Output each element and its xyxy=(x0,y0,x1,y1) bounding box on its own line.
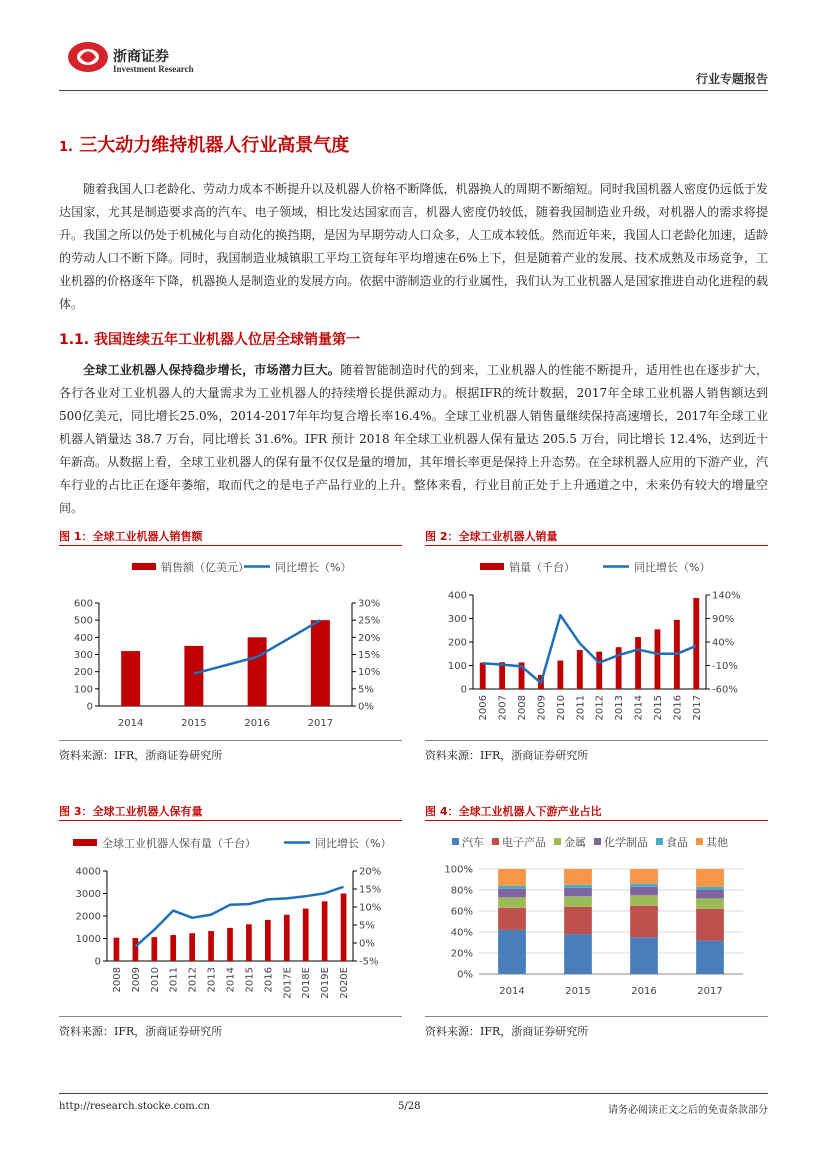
tick-label-right: 5% xyxy=(358,684,374,696)
stacked-segment xyxy=(498,869,526,886)
x-tick-label: 2010 xyxy=(149,967,161,993)
source-rule xyxy=(425,740,768,741)
legend-label: 销售额（亿美元） xyxy=(161,561,249,574)
x-tick-label: 2010 xyxy=(555,695,567,721)
stacked-segment xyxy=(696,940,724,974)
legend-label: 化学制品 xyxy=(604,836,648,849)
tick-label-right: 40% xyxy=(712,637,735,649)
tick-label: 80% xyxy=(450,885,473,897)
x-tick-label: 2015 xyxy=(652,695,664,721)
stacked-segment xyxy=(696,890,724,898)
x-tick-label: 2014 xyxy=(225,967,237,993)
legend-label: 其他 xyxy=(706,836,728,849)
stacked-segment xyxy=(564,885,592,888)
x-tick-label: 2015 xyxy=(565,986,591,997)
stacked-segment xyxy=(630,906,658,938)
chart-installed-base xyxy=(59,826,402,1014)
bar xyxy=(311,620,330,706)
bar xyxy=(480,663,486,689)
legend-swatch xyxy=(554,838,561,845)
x-tick-label: 2015 xyxy=(181,718,207,729)
figure-rule xyxy=(59,545,402,546)
tick-label-right: 25% xyxy=(358,615,381,627)
footer-url[interactable]: http://research.stocke.com.cn xyxy=(59,1101,210,1112)
tick-label-right: -60% xyxy=(712,684,738,696)
bar xyxy=(208,931,214,961)
x-tick-label: 2011 xyxy=(575,695,587,721)
stacked-segment xyxy=(564,869,592,885)
legend-label: 同比增长（%） xyxy=(275,561,352,574)
stacked-segment xyxy=(630,869,658,884)
tick-label: 100% xyxy=(444,864,473,876)
source-rule xyxy=(59,740,402,741)
stacked-segment xyxy=(696,909,724,941)
x-tick-label: 2017 xyxy=(307,718,334,729)
tick-label-left: 600 xyxy=(73,598,93,610)
legend-swatch xyxy=(492,838,499,845)
stacked-segment xyxy=(564,934,592,974)
chart-sales-revenue xyxy=(59,550,402,738)
tick-label-left: 1000 xyxy=(75,934,101,945)
x-tick-label: 2017E xyxy=(282,967,294,999)
x-tick-label: 2016 xyxy=(244,718,270,729)
bar xyxy=(635,637,641,689)
tick-label-left: 0 xyxy=(86,701,93,713)
legend-swatch-bar xyxy=(480,563,504,570)
stacked-segment xyxy=(498,897,526,908)
x-tick-label: 2016 xyxy=(631,986,657,997)
figure-title: 图 4：全球工业机器人下游产业占比 xyxy=(425,805,602,818)
bar xyxy=(265,920,271,961)
stacked-segment xyxy=(630,895,658,906)
tick-label-right: -10% xyxy=(712,661,738,672)
stacked-segment xyxy=(564,907,592,934)
brand-name: 浙商证券 xyxy=(113,49,169,65)
stacked-segment xyxy=(696,869,724,887)
tick-label-left: 0 xyxy=(94,956,101,968)
bar xyxy=(151,937,157,961)
tick-label-left: 3000 xyxy=(75,889,101,900)
bar xyxy=(499,662,505,689)
x-tick-label: 2008 xyxy=(517,695,529,721)
x-tick-label: 2013 xyxy=(206,967,218,993)
report-type: 行业专题报告 xyxy=(695,72,768,86)
tick-label-right: 30% xyxy=(358,598,381,610)
legend-swatch xyxy=(656,838,663,845)
tick-label-right: 90% xyxy=(712,614,735,625)
tick-label: 20% xyxy=(450,948,473,960)
tick-label-left: 200 xyxy=(447,637,467,649)
tick-label: 60% xyxy=(450,906,473,918)
stacked-segment xyxy=(696,887,724,890)
chart-sales-volume xyxy=(425,550,768,738)
tick-label-left: 100 xyxy=(447,661,467,672)
figure-source: 资料来源：IFR，浙商证券研究所 xyxy=(59,1025,223,1038)
section-paragraph: 随着我国人口老龄化、劳动力成本不断提升以及机器人价格不断降低，机器换人的周期不断缩短。同时我国机器人密度仍远低于发达国家，尤其是制造要求高的汽车、电子领域，相比发达国家而言，机器人密度仍较低，随着我国制造业升级，对机器人的需求将提升。我国之所以仍处于机械化与自动化的换挡期，是因为早期劳动人口众多，人工成本较低。然而近年来，我国人口老龄化加速，适龄的劳动人口不断下降。同时，我国制造业城镇职工平均工资每年平均增速在6%上下，但是随着产业的发展、技术成熟及市场竞争，工业机器的价格逐年下降，机器换人是制造业的发展方向。依据中游制造业的行业属性，我们认为工业机器人是国家推进自动化进程的载体。 xyxy=(59,182,768,311)
bar xyxy=(577,650,583,689)
tick-label-right: 10% xyxy=(358,667,381,679)
stacked-segment xyxy=(498,908,526,930)
stacked-segment xyxy=(696,898,724,909)
stacked-segment xyxy=(498,930,526,974)
tick-label-left: 300 xyxy=(73,650,93,661)
tick-label-right: 0% xyxy=(358,701,374,713)
bar xyxy=(303,909,309,961)
bar xyxy=(133,938,139,961)
company-logo xyxy=(66,40,110,74)
tick-label-left: 500 xyxy=(73,615,93,627)
tick-label-left: 0 xyxy=(460,684,467,696)
figure-source: 资料来源：IFR，浙商证券研究所 xyxy=(425,1025,589,1038)
legend-label: 销量（千台） xyxy=(509,561,575,574)
tick-label-right: 15% xyxy=(359,884,382,896)
tick-label-left: 4000 xyxy=(75,866,101,878)
bar xyxy=(184,646,203,706)
legend-label: 金属 xyxy=(564,836,586,849)
page-number: 5/28 xyxy=(398,1101,421,1112)
tick-label-right: 15% xyxy=(358,650,381,661)
tick-label: 40% xyxy=(450,927,473,939)
bar xyxy=(227,928,233,961)
growth-line xyxy=(135,887,343,947)
subsection-body: 随着智能制造时代的到来，工业机器人的性能不断提升，适用性也在逐步扩大， 各行各业对工业机器人的大量需求为工业机器人的持续增长提供源动力。根据IFR的统计数据，2017年全球工业机器人销售额达到500亿美元，同比增长25.0%，2014-2017年年均复合增长率16.4%。全球工业机器人销售量继续保持高速增长，2017年全球工业机器人销量达 38.7 万台，同比增长 31.6%。IFR 预计 2018 年全球工业机器人保有量达 205.5 万台，同比增长 12.4%，达到近十年新高。从数据上看，全球工业机器人的保有量不仅仅是量的增加，其年增长率更是保持上升态势。在全球机器人应用的下游产业，汽车行业的占比正在逐年萎缩，取而代之的是电子产品行业的上升。整体来看，行业目前正处于上升通道之中，未来仍有较大的增量空间。 xyxy=(59,363,768,515)
figure-rule xyxy=(59,820,402,821)
tick-label-left: 400 xyxy=(447,590,467,602)
x-tick-label: 2014 xyxy=(117,718,144,729)
x-tick-label: 2019E xyxy=(320,967,332,999)
bar xyxy=(284,915,290,961)
subsection-heading: 1.1. 我国连续五年工业机器人位居全球销量第一 xyxy=(59,332,360,348)
bar xyxy=(189,933,195,961)
tick-label-right: 10% xyxy=(359,902,382,914)
x-tick-label: 2015 xyxy=(244,967,256,993)
legend-swatch xyxy=(452,838,459,845)
x-tick-label: 2018E xyxy=(301,967,313,999)
bar xyxy=(322,901,328,961)
section-title: 三大动力维持机器人行业高景气度 xyxy=(79,135,350,156)
source-rule xyxy=(425,1016,768,1017)
figure-source: 资料来源：IFR，浙商证券研究所 xyxy=(59,749,223,762)
stacked-segment xyxy=(630,937,658,974)
source-rule xyxy=(59,1016,402,1017)
x-tick-label: 2016 xyxy=(672,695,684,721)
tick-label-right: -5% xyxy=(359,956,379,968)
tick-label-left: 200 xyxy=(73,667,93,679)
chart-downstream-share xyxy=(425,826,768,1014)
x-tick-label: 2007 xyxy=(497,695,509,721)
tick-label: 0% xyxy=(457,969,473,981)
legend-label: 同比增长（%） xyxy=(634,561,711,574)
figure-title: 图 2：全球工业机器人销量 xyxy=(425,530,558,543)
legend-label: 食品 xyxy=(666,836,688,849)
stacked-segment xyxy=(498,886,526,889)
x-tick-label: 2012 xyxy=(594,695,606,721)
bar xyxy=(170,935,176,961)
x-tick-label: 2014 xyxy=(633,695,645,721)
bar xyxy=(121,651,140,706)
tick-label-left: 300 xyxy=(447,614,467,625)
tick-label-left: 100 xyxy=(73,684,93,696)
tick-label-right: 5% xyxy=(359,920,375,932)
bar xyxy=(655,629,661,689)
growth-line xyxy=(483,615,697,683)
x-tick-label: 2009 xyxy=(130,967,142,993)
footer-divider xyxy=(59,1093,768,1094)
subsection-paragraph xyxy=(59,359,768,520)
x-tick-label: 2016 xyxy=(263,967,275,993)
tick-label-right: 0% xyxy=(359,938,375,950)
legend-label: 同比增长（%） xyxy=(315,837,392,850)
legend-label: 汽车 xyxy=(462,836,484,849)
x-tick-label: 2020E xyxy=(339,967,351,999)
tick-label-right: 20% xyxy=(359,866,382,878)
bar xyxy=(114,938,120,961)
figure-rule xyxy=(425,545,768,546)
section-heading xyxy=(59,131,349,157)
bar xyxy=(248,637,267,706)
x-tick-label: 2017 xyxy=(691,695,703,721)
tick-label-right: 140% xyxy=(712,590,741,602)
stacked-segment xyxy=(564,896,592,907)
bar xyxy=(693,598,699,689)
brand-name-en: Investment Research xyxy=(113,64,194,74)
legend-label: 电子产品 xyxy=(502,836,546,849)
figure-title: 图 1：全球工业机器人销售额 xyxy=(59,530,203,543)
x-tick-label: 2012 xyxy=(187,967,199,993)
x-tick-label: 2011 xyxy=(168,967,180,993)
stacked-segment xyxy=(630,887,658,895)
tick-label-left: 2000 xyxy=(75,911,101,923)
bar xyxy=(596,652,602,689)
x-tick-label: 2008 xyxy=(111,967,123,993)
figure-title: 图 3：全球工业机器人保有量 xyxy=(59,805,203,818)
tick-label-left: 400 xyxy=(73,632,93,644)
footer-disclaimer: 请务必阅读正文之后的免责条款部分 xyxy=(608,1105,768,1116)
legend-swatch xyxy=(594,838,601,845)
tick-label-right: 20% xyxy=(358,632,381,644)
legend-swatch xyxy=(696,838,703,845)
x-tick-label: 2009 xyxy=(536,695,548,721)
legend-swatch-bar xyxy=(132,563,156,570)
stacked-segment xyxy=(498,889,526,897)
section-number: 1. xyxy=(59,140,73,155)
legend-swatch-bar xyxy=(73,839,97,846)
x-tick-label: 2013 xyxy=(614,695,626,721)
header-divider xyxy=(59,90,768,91)
legend-label: 全球工业机器人保有量（千台） xyxy=(102,837,256,850)
x-tick-label: 2014 xyxy=(499,986,525,997)
figure-rule xyxy=(425,820,768,821)
stacked-segment xyxy=(564,888,592,896)
x-tick-label: 2017 xyxy=(697,986,723,997)
figure-source: 资料来源：IFR，浙商证券研究所 xyxy=(425,749,589,762)
bar xyxy=(557,661,563,689)
bar xyxy=(341,894,347,962)
bar xyxy=(246,924,252,961)
stacked-segment xyxy=(630,884,658,887)
lead-sentence: 全球工业机器人保持稳步增长，市场潜力巨大。 xyxy=(83,363,340,377)
x-tick-label: 2006 xyxy=(478,695,490,721)
